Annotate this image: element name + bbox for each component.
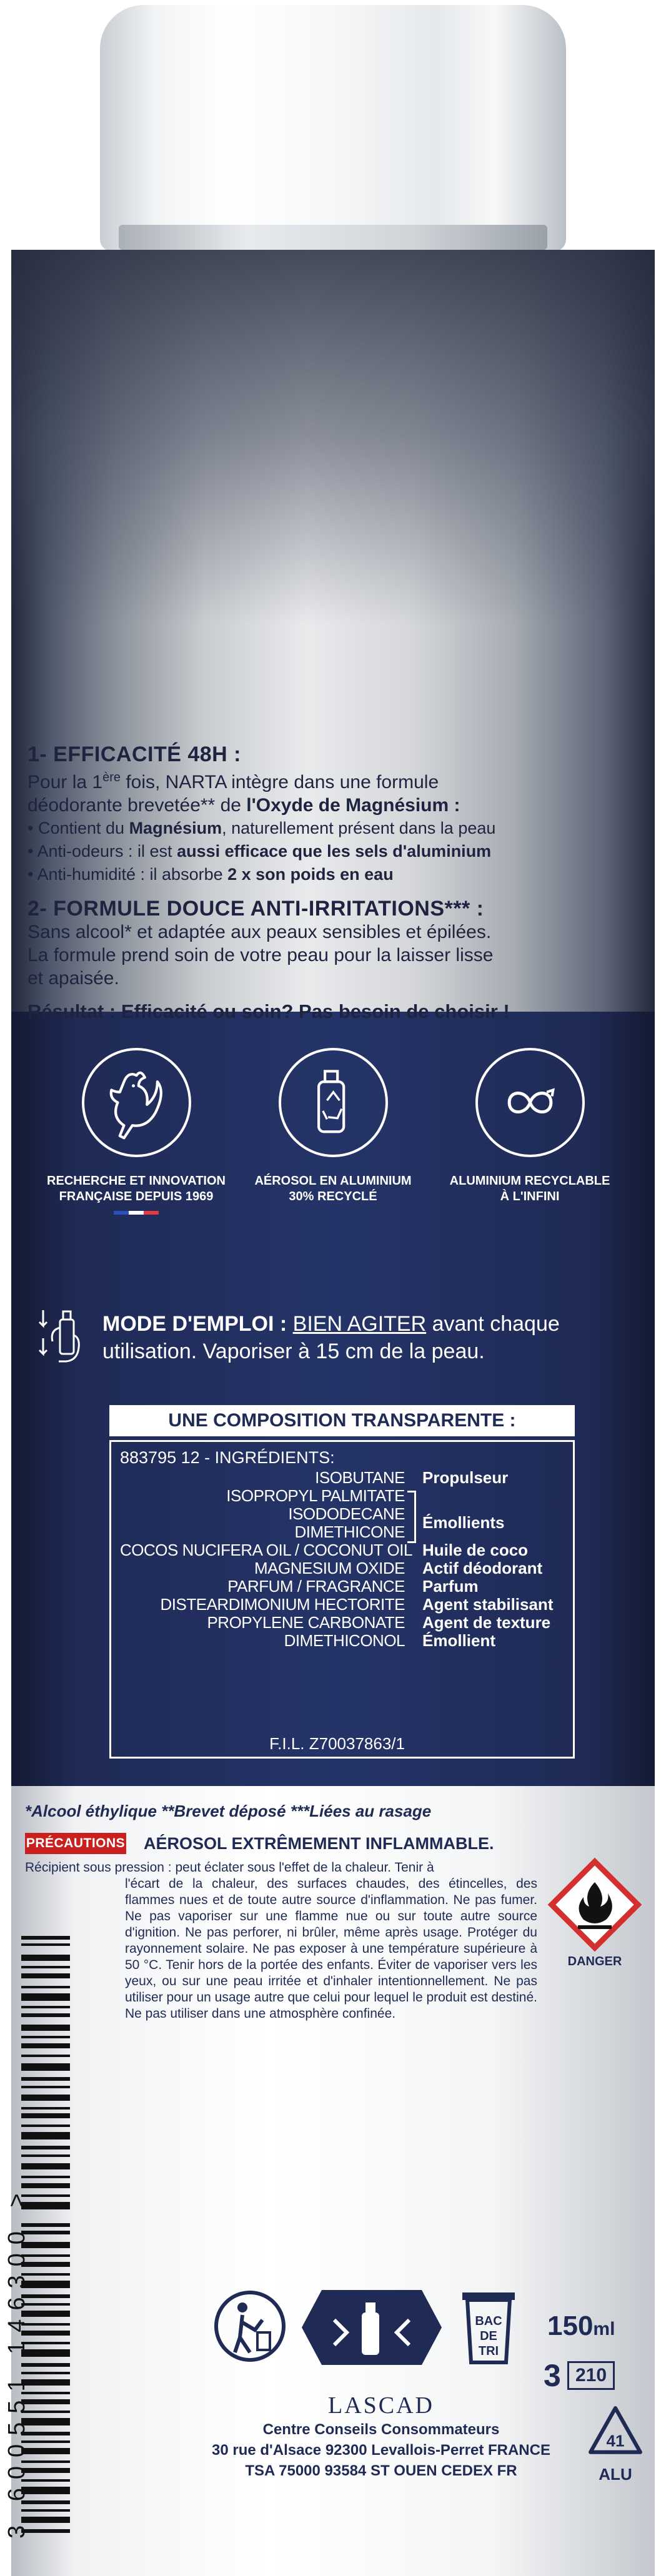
flammable-warning: AÉROSOL EXTRÊMEMENT INFLAMMABLE. [144,1834,494,1853]
usage-text-2: utilisation. Vaporiser à 15 cm de la peau. [102,1340,485,1363]
ingredient-role [422,1488,572,1506]
alu-label: ALU [599,2465,632,2484]
barcode-digits: 3 600551 146300 > [4,2184,30,2539]
ingredient: ISODODECANE [288,1504,405,1523]
badge-recyclable [436,1037,624,1205]
danger-pictogram [545,1858,645,1989]
danger-label: DANGER [567,1955,622,1968]
triman-icon [297,2282,447,2370]
company-line-3: TSA 75000 93584 ST OUEN CEDEX FR [245,2462,517,2479]
recycling-bin-icon [457,2282,520,2370]
result-line: Résultat : Efficacité ou soin? Pas besoin de choisir ! [27,1000,510,1022]
ingredient-role: Actif déodorant [422,1559,543,1577]
ingredient: MAGNESIUM OXIDE [254,1559,405,1577]
usage-title: MODE D'EMPLOI : [102,1312,287,1336]
metal-shade [11,250,655,624]
ingredient-list [120,1468,412,1651]
claim-line-1: Pour la 1ère fois, NARTA intègre dans une formule [27,771,439,792]
ingredient-role: Propulseur [422,1468,509,1487]
french-flag [114,1211,159,1215]
company-line-2: 30 rue d'Alsace 92300 Levallois-Perret FRANCE [212,2442,550,2459]
warning-header [25,1833,650,1858]
cap-rim [119,225,547,250]
formula-line-2: La formule prend soin de votre peau pour la laisser lisse [27,945,494,965]
shake-instruction: BIEN AGITER [292,1312,427,1336]
badge-recyclable-line2: À L'INFINI [500,1190,560,1203]
warning-para-1: Récipient sous pression : peut éclater sous l'effet de la chaleur. Tenir à [25,1860,434,1875]
flame-hazard-icon [548,1858,642,1952]
claim-bullet-1: • Contient du Magnésium, naturellement présent dans la peau [27,819,496,837]
fil-code: F.I.L. Z70037863/1 [269,1734,405,1753]
usage-instructions [27,1293,646,1386]
lascad-logo: LASCAD [327,2392,435,2419]
footnotes: *Alcool éthylique **Brevet déposé ***Liées au rasage [25,1802,432,1820]
claim-line-2: déodorante brevetée** de l'Oxyde de Magnésium : [27,795,460,816]
badge-research-line1: RECHERCHE ET INNOVATION [47,1174,226,1188]
rooster-icon [82,1048,191,1157]
claim-bullet-2: • Anti-odeurs : il est aussi efficace que les sels d'aluminium [27,842,492,861]
badge-aerosol-line1: AÉROSOL EN ALUMINIUM [254,1174,412,1188]
company-line-1: Centre Conseils Consommateurs [262,2421,500,2438]
ingredients-box [109,1440,575,1759]
ingredient-role: Agent stabilisant [422,1595,554,1614]
spray-hand-icon [34,1298,96,1373]
badge-aerosol [239,1037,427,1205]
composition-heading: UNE COMPOSITION TRANSPARENTE : [109,1405,575,1436]
warning-text [25,1860,537,2022]
formula-title: 2- FORMULE DOUCE ANTI-IRRITATIONS*** : [27,897,484,920]
badge-aerosol-line2: 30% RECYCLÉ [289,1190,377,1203]
badge-row [11,1037,655,1261]
ingredient: PROPYLENE CARBONATE [207,1613,405,1632]
volume: 150ml [547,2311,615,2341]
ingredient-role: Parfum [422,1577,479,1596]
ingredient: DIMETHICONOL [284,1631,405,1650]
svg-text:DE: DE [480,2329,497,2343]
ingredient: PARFUM / FRAGRANCE [227,1577,405,1596]
claim-bullet-3: • Anti-humidité : il absorbe 2 x son poids en eau [27,865,394,884]
formula-line-3: et apaisée. [27,968,119,989]
badge-research [42,1037,230,1215]
spray-cap [100,5,566,252]
efficacy-title: 1- EFFICACITÉ 48H : [27,743,241,766]
aluminium-recycling [584,2404,647,2492]
usage-text-1: avant chaque [432,1312,560,1336]
ingredient-role: Agent de texture [422,1613,551,1632]
formula-line-1: Sans alcool* et adaptée aux peaux sensibles et épilées. [27,922,492,942]
alu-number: 41 [606,2431,625,2450]
ingredient: DISTEARDIMONIUM HECTORITE [160,1595,405,1614]
warning-para-2: l'écart de la chaleur, des surfaces chaudes, des étincelles, des flammes nues et de toute autre source d'inflammation. Ne pas fumer. Ne pas vaporiser sur une flamme nue ou sur toute autre source d'ignition. Ne pas perforer, ni brûler, même après usage. Protéger du rayonnement solaire. Ne pas exposer à une température supérieure à 50 °C. Tenir hors de la portée des enfants. Éviter de vaporiser vers les yeux, ou sur une peau irritée et d'inhaler intentionnellement. Ne pas utiliser pour un usage autre que celui pour lequel le produit est destiné. Ne pas utiliser dans une atmosphère confinée. [125,1877,537,2021]
ingredient-role: Émollient [422,1631,496,1650]
ingredient: ISOBUTANE [315,1468,405,1487]
pao-number: 3 [544,2358,561,2393]
ingredients-code: 883795 12 - INGRÉDIENTS: [120,1448,335,1467]
svg-text:TRI: TRI [478,2344,499,2358]
ingredient: DIMETHICONE [294,1522,405,1541]
mobius-triangle-icon [587,2404,644,2462]
emollient-brace [407,1491,416,1543]
recycled-aerosol-icon [279,1048,388,1157]
pao-box: 210 [567,2361,615,2390]
pao-code [544,2357,650,2395]
manufacturer-info [206,2392,556,2481]
ingredient: ISOPROPYL PALMITATE [226,1486,405,1505]
ingredient-role: Huile de coco [422,1541,529,1559]
badge-research-line2: FRANÇAISE DEPUIS 1969 [59,1190,214,1203]
no-litter-icon [212,2282,287,2370]
ingredient: COCOS NUCIFERA OIL / COCONUT OIL [120,1541,412,1559]
svg-text:BAC: BAC [475,2314,502,2328]
product-claims [27,743,652,1023]
badge-recyclable-line1: ALUMINIUM RECYCLABLE [449,1174,610,1188]
recycling-icons [212,2282,531,2382]
ingredient-roles [422,1469,572,1651]
ingredient-role: Émollients [422,1513,505,1532]
infinite-recycling-icon [475,1048,585,1157]
precautions-label: PRÉCAUTIONS [25,1833,126,1854]
